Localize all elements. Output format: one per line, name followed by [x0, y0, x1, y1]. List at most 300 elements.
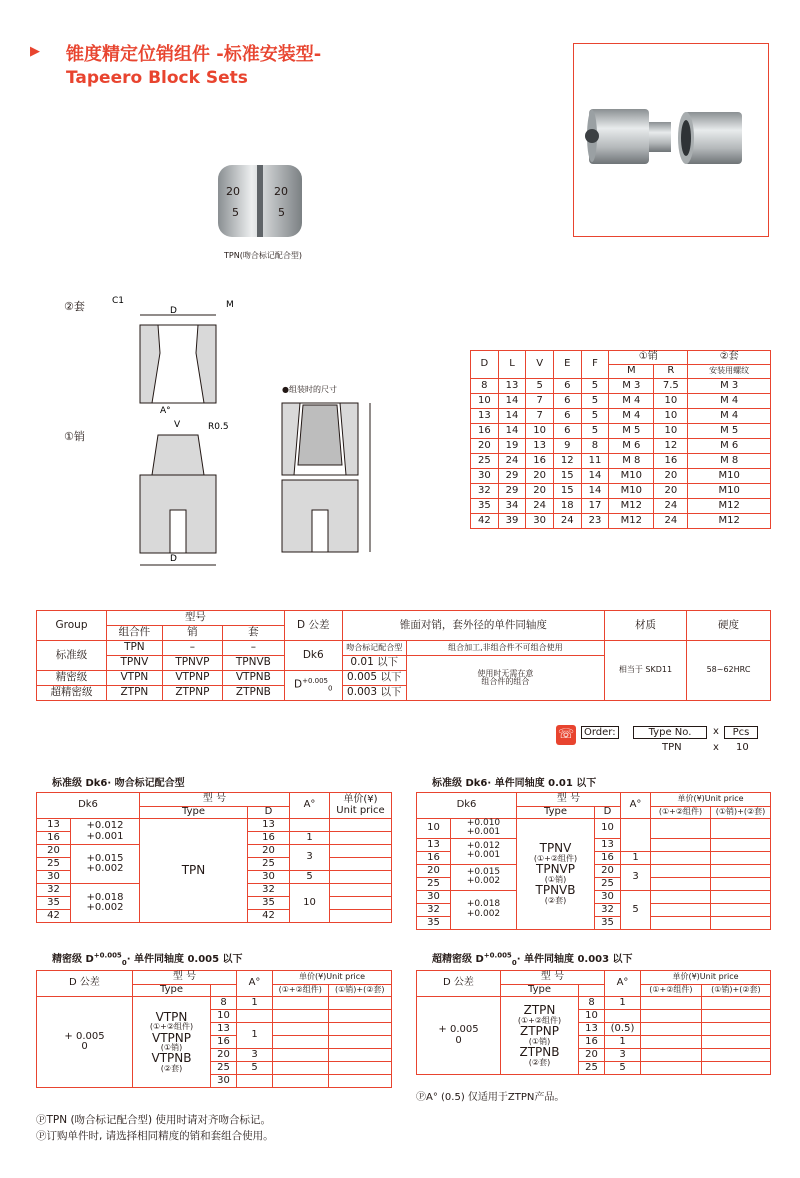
t4-d-cell: 10	[579, 1010, 605, 1023]
scale-label: 20	[274, 185, 288, 198]
t1-d2-cell: 16	[248, 832, 290, 845]
sleeve-cell: ZTPNB	[223, 686, 285, 701]
t1-tol-cell: +0.018 +0.002	[71, 884, 140, 923]
t2-d2-cell: 10	[595, 819, 621, 839]
dim-cell: M10	[688, 484, 771, 499]
t1-type-header: Type	[140, 807, 248, 819]
material-header: 材质	[605, 611, 687, 641]
t4-price2-cell	[701, 1023, 770, 1036]
model-header: 型号	[107, 611, 285, 626]
t3-a-cell: 1	[237, 997, 273, 1010]
dim-cell: 20	[526, 484, 554, 499]
dim-cell: 13	[498, 379, 526, 394]
t4-price1-cell	[641, 1023, 702, 1036]
order-type-no: Type No.	[633, 726, 707, 739]
dim-cell: 24	[654, 499, 688, 514]
t1-a-header: A°	[290, 793, 330, 819]
t4-price1-cell	[641, 1062, 702, 1075]
dim-row	[471, 454, 771, 469]
dim-cell: M10	[609, 469, 654, 484]
t1-table	[36, 792, 392, 923]
dim-cell: M12	[688, 514, 771, 529]
sleeve-cell: TPNVB	[223, 656, 285, 671]
c1b-cell: 组合加工,非组合件不可组合使用	[406, 641, 604, 656]
dim-sub: M	[609, 365, 654, 379]
dim-cell: 14	[581, 484, 609, 499]
t1-d2-cell: 25	[248, 858, 290, 871]
t2-d2-cell: 35	[595, 916, 621, 929]
dim-cell: 14	[498, 394, 526, 409]
dim-cell: 32	[471, 484, 499, 499]
t1-row	[37, 819, 392, 832]
t3-d-cell: 10	[211, 1010, 237, 1023]
t3-title: 精密级 $D^{+0.005}_0\cdot$ 单件同轴度 0.005 以下	[52, 951, 243, 967]
t4-model-header: 型 号	[501, 971, 605, 985]
order-x: x	[713, 726, 719, 737]
dim-cell: 35	[471, 499, 499, 514]
order-ex-type: TPN	[662, 742, 682, 753]
dim-row	[471, 394, 771, 409]
dim-cell: M12	[688, 499, 771, 514]
dim-cell: 9	[553, 439, 581, 454]
t3-tol-cell: + 0.005 0	[37, 997, 133, 1088]
dim-row	[471, 379, 771, 394]
t3-price1-cell	[273, 1049, 329, 1062]
t3-price2-cell	[328, 1062, 391, 1075]
dk6-cell: Dk6	[284, 641, 342, 671]
dim-cell: 10	[526, 424, 554, 439]
t2-p2-header: (①销)+(②套)	[711, 807, 771, 819]
t4-a-cell: (0.5)	[605, 1023, 641, 1036]
t2-price1-cell	[651, 903, 711, 916]
dim-cell: 7.5	[654, 379, 688, 394]
dim-row	[471, 514, 771, 529]
t1-d2-cell: 42	[248, 910, 290, 923]
dim-cell: 15	[553, 469, 581, 484]
t1-d-cell: 13	[37, 819, 71, 832]
dim-cell: 20	[471, 439, 499, 454]
dim-header: V	[526, 351, 554, 379]
dim-cell: M 4	[688, 409, 771, 424]
dim-cell: 29	[498, 484, 526, 499]
dim-cell: 16	[526, 454, 554, 469]
a-label: A°	[160, 406, 171, 416]
pin-label: ①销	[64, 430, 85, 443]
t3-a-cell	[237, 1075, 273, 1088]
dim-cell: 6	[553, 394, 581, 409]
t1-a-cell: 5	[290, 871, 330, 884]
dim-cell: 14	[498, 409, 526, 424]
v2-cell: 0.005 以下	[342, 671, 406, 686]
order-x2: x	[713, 742, 719, 753]
dim-cell: 23	[581, 514, 609, 529]
t2-d2-cell: 25	[595, 877, 621, 890]
t4-a-cell: 5	[605, 1062, 641, 1075]
r05-label: R0.5	[208, 422, 229, 432]
t1-type-cell: TPN	[140, 819, 248, 923]
t2-price2-cell	[711, 916, 771, 929]
pin-cell: ZTPNP	[162, 686, 222, 701]
t3-type-header: Type	[133, 985, 211, 997]
t4-price2-cell	[701, 1049, 770, 1062]
dim-cell: 5	[581, 424, 609, 439]
note-2: Ⓟ订购单件时, 请选择相同精度的销和套组合使用。	[36, 1130, 274, 1142]
t4-price2-cell	[701, 1036, 770, 1049]
t4-price2-cell	[701, 1010, 770, 1023]
dim-row	[471, 469, 771, 484]
dim-cell: 5	[581, 409, 609, 424]
t2-d-header: D	[595, 807, 621, 819]
group-cell: 精密级	[37, 671, 107, 686]
t3-price2-cell	[328, 1010, 391, 1023]
t3-price2-cell	[328, 1049, 391, 1062]
t3-d-header	[211, 985, 237, 997]
t4-d-cell: 16	[579, 1036, 605, 1049]
dim-cell: 12	[553, 454, 581, 469]
pin-cell: VTPNP	[162, 671, 222, 686]
t4-row	[417, 997, 771, 1010]
set-header: 组合件	[107, 626, 163, 641]
t3-price1-cell	[273, 1036, 329, 1049]
m-label: M	[226, 300, 234, 310]
t3-price2-cell	[328, 997, 391, 1010]
t2-dk6-header: Dk6	[417, 793, 517, 819]
t3-a-cell	[237, 1010, 273, 1023]
t3-price2-cell	[328, 1023, 391, 1036]
t2-price2-cell	[711, 851, 771, 864]
dim-cell: M10	[688, 469, 771, 484]
t3-type-cell: VTPN (①+②组件) VTPNP (①销) VTPNB (②套)	[133, 997, 211, 1088]
dim-cell: 5	[526, 379, 554, 394]
t2-tol-cell: +0.012 +0.001	[451, 838, 517, 864]
t2-d-cell: 35	[417, 916, 451, 929]
dt-label-2: D	[170, 554, 177, 564]
dim-header: D	[471, 351, 499, 379]
set-cell: TPN	[107, 641, 163, 656]
dim-cell: 16	[471, 424, 499, 439]
t1-price-cell	[330, 910, 392, 923]
t3-a-cell: 5	[237, 1062, 273, 1075]
t4-p2-header: (①销)+(②套)	[701, 985, 770, 997]
t3-price1-cell	[273, 1010, 329, 1023]
t4-price1-cell	[641, 997, 702, 1010]
set-cell: TPNV	[107, 656, 163, 671]
sleeve-label: ②套	[64, 300, 85, 313]
t3-price2-cell	[328, 1075, 391, 1088]
dim-cell: 24	[498, 454, 526, 469]
t4-price2-cell	[701, 1062, 770, 1075]
t1-price-cell	[330, 845, 392, 858]
t2-price2-cell	[711, 819, 771, 839]
t1-price-cell	[330, 858, 392, 871]
dim-row	[471, 439, 771, 454]
t3-d-cell: 30	[211, 1075, 237, 1088]
dim-header: ①销	[609, 351, 688, 365]
t3-d-cell: 16	[211, 1036, 237, 1049]
assembled-label: ●组装时的尺寸	[282, 385, 337, 394]
t4-price1-cell	[641, 1010, 702, 1023]
t1-d2-cell: 20	[248, 845, 290, 858]
t3-price1-cell	[273, 1023, 329, 1036]
t2-a-cell: 3	[621, 864, 651, 890]
dim-cell: 30	[471, 469, 499, 484]
t4-a-cell: 1	[605, 997, 641, 1010]
dim-sub: 安装用螺纹	[688, 365, 771, 379]
t3-a-header: A°	[237, 971, 273, 997]
dim-row	[471, 424, 771, 439]
t1-price-cell	[330, 819, 392, 832]
t1-tol-cell: +0.012 +0.001	[71, 819, 140, 845]
dim-sub: R	[654, 365, 688, 379]
dim-cell: M 4	[688, 394, 771, 409]
t3-d-cell: 8	[211, 997, 237, 1010]
t3-model-header: 型 号	[133, 971, 237, 985]
t2-price1-cell	[651, 916, 711, 929]
t2-price1-cell	[651, 838, 711, 851]
t1-d2-cell: 30	[248, 871, 290, 884]
coax-header: 锥面对销，套外径的单件同轴度	[342, 611, 604, 641]
t1-d-cell: 30	[37, 871, 71, 884]
dim-cell: 25	[471, 454, 499, 469]
t2-p1-header: (①+②组件)	[651, 807, 711, 819]
dim-cell: M10	[609, 484, 654, 499]
dim-row	[471, 484, 771, 499]
t2-d-cell: 20	[417, 864, 451, 877]
t1-a-cell: 3	[290, 845, 330, 871]
t1-price-cell	[330, 884, 392, 897]
t1-d2-cell: 32	[248, 884, 290, 897]
pin-cell: TPNVP	[162, 656, 222, 671]
dim-cell: M 4	[609, 394, 654, 409]
t2-tol-cell: +0.010 +0.001	[451, 819, 517, 839]
dim-cell: 18	[553, 499, 581, 514]
dim-cell: 16	[654, 454, 688, 469]
dim-cell: 20	[526, 469, 554, 484]
t4-tol-cell: + 0.005 0	[417, 997, 501, 1075]
t3-d-cell: 13	[211, 1023, 237, 1036]
t2-price2-cell	[711, 903, 771, 916]
dim-cell: 24	[526, 499, 554, 514]
t4-d-cell: 8	[579, 997, 605, 1010]
t2-d-cell: 25	[417, 877, 451, 890]
t1-a-cell	[290, 819, 330, 832]
t4-a-cell: 3	[605, 1049, 641, 1062]
dim-cell: M12	[609, 499, 654, 514]
dplus-cell: $D^{+0.005}_0$	[284, 671, 342, 701]
t1-d-cell: 16	[37, 832, 71, 845]
v3-cell: 0.003 以下	[342, 686, 406, 701]
t2-d2-cell: 20	[595, 864, 621, 877]
t2-d-cell: 10	[417, 819, 451, 839]
t3-price1-cell	[273, 997, 329, 1010]
dim-cell: 20	[654, 469, 688, 484]
pin-header: 销	[162, 626, 222, 641]
dim-cell: 15	[553, 484, 581, 499]
t1-tol-cell: +0.015 +0.002	[71, 845, 140, 884]
c1-cell: 吻合标记配合型	[342, 641, 406, 656]
t4-note: ⓅA° (0.5) 仅适用于ZTPN产品。	[416, 1092, 565, 1103]
dim-header: ②套	[688, 351, 771, 365]
dim-cell: 20	[654, 484, 688, 499]
t4-title: 超精密级 $D^{+0.005}_0\cdot$ 单件同轴度 0.003 以下	[432, 951, 633, 967]
t1-a-cell: 1	[290, 832, 330, 845]
t1-title: 标准级 Dk6· 吻合标记配合型	[52, 778, 185, 789]
order-ex-pcs: 10	[736, 742, 749, 753]
photo-caption: TPN(吻合标记配合型)	[224, 251, 302, 260]
dim-cell: 5	[581, 394, 609, 409]
t4-d-header	[579, 985, 605, 997]
product-photo	[573, 43, 769, 237]
t3-price1-cell	[273, 1075, 329, 1088]
dim-cell: M 6	[609, 439, 654, 454]
t2-a-cell: 5	[621, 890, 651, 929]
t1-price-header: 单价(¥) Unit price	[330, 793, 392, 819]
dim-cell: 42	[471, 514, 499, 529]
c1-label: C1	[112, 296, 125, 306]
t3-row	[37, 997, 392, 1010]
set-cell: ZTPN	[107, 686, 163, 701]
t4-a-cell: 1	[605, 1036, 641, 1049]
t2-d2-cell: 32	[595, 903, 621, 916]
t2-price1-cell	[651, 890, 711, 903]
sleeve-header: 套	[223, 626, 285, 641]
t4-type-cell: ZTPN (①+②组件) ZTPNP (①销) ZTPNB (②套)	[501, 997, 579, 1075]
t1-d-cell: 42	[37, 910, 71, 923]
t2-tol-cell: +0.018 +0.002	[451, 890, 517, 929]
t2-d-cell: 30	[417, 890, 451, 903]
t2-row	[417, 819, 771, 839]
dt-label: D	[170, 306, 177, 316]
dim-cell: M 4	[609, 409, 654, 424]
dim-cell: M 3	[609, 379, 654, 394]
t1-price-cell	[330, 871, 392, 884]
dim-cell: 14	[498, 424, 526, 439]
t3-price2-cell	[328, 1036, 391, 1049]
t4-d-cell: 25	[579, 1062, 605, 1075]
dim-cell: 24	[654, 514, 688, 529]
t4-price2-cell	[701, 997, 770, 1010]
t3-dtol-header: D 公差	[37, 971, 133, 997]
v1-cell: 0.01 以下	[342, 656, 406, 671]
t1-price-cell	[330, 897, 392, 910]
dim-cell: 29	[498, 469, 526, 484]
dim-cell: 30	[526, 514, 554, 529]
t2-price1-cell	[651, 819, 711, 839]
t1-d-cell: 32	[37, 884, 71, 897]
t4-table	[416, 970, 771, 1075]
dim-cell: 34	[498, 499, 526, 514]
t2-price2-cell	[711, 838, 771, 851]
t3-p2-header: (①销)+(②套)	[328, 985, 391, 997]
dim-cell: 19	[498, 439, 526, 454]
order-pcs: Pcs	[724, 726, 758, 739]
group-cell: 标准级	[37, 641, 107, 671]
dim-cell: 10	[654, 394, 688, 409]
dim-cell: 8	[471, 379, 499, 394]
dim-cell: 7	[526, 394, 554, 409]
dim-header: L	[498, 351, 526, 379]
t3-a-cell: 1	[237, 1023, 273, 1049]
t1-dk6-header: Dk6	[37, 793, 140, 819]
dim-cell: 10	[654, 409, 688, 424]
t3-p1-header: (①+②组件)	[273, 985, 329, 997]
t2-a-cell	[621, 819, 651, 852]
t4-dtol-header: D 公差	[417, 971, 501, 997]
tech-drawing	[100, 295, 380, 585]
dim-header: F	[581, 351, 609, 379]
dim-cell: 7	[526, 409, 554, 424]
mat-cell: 相当于 SKD11	[605, 641, 687, 701]
page-title-cn: 锥度精定位销组件 -标准安装型-	[66, 44, 322, 65]
t1-d-cell: 25	[37, 858, 71, 871]
t2-type-header: Type	[517, 807, 595, 819]
v-label: V	[174, 420, 181, 430]
dim-cell: M 5	[609, 424, 654, 439]
group-cell: 超精密级	[37, 686, 107, 701]
group-table	[36, 610, 771, 701]
t2-d2-cell: 13	[595, 838, 621, 851]
t2-d2-cell: 16	[595, 851, 621, 864]
t3-a-cell: 3	[237, 1049, 273, 1062]
t2-a-cell: 1	[621, 851, 651, 864]
t2-table	[416, 792, 771, 930]
note-cell: 使用时无需在意 组合件的组合	[406, 656, 604, 701]
product-photo-image	[574, 44, 768, 236]
dim-cell: 10	[471, 394, 499, 409]
dim-cell: 13	[471, 409, 499, 424]
t2-a-header: A°	[621, 793, 651, 819]
t4-price-header: 单价(¥)Unit price	[641, 971, 771, 985]
page-title-en: Tapeero Block Sets	[66, 68, 248, 88]
t1-price-cell	[330, 832, 392, 845]
dtol-header: D 公差	[284, 611, 342, 641]
t1-d-cell: 20	[37, 845, 71, 858]
t4-d-cell: 20	[579, 1049, 605, 1062]
t2-title: 标准级 Dk6· 单件同轴度 0.01 以下	[432, 778, 597, 789]
dim-cell: 39	[498, 514, 526, 529]
title-arrow-icon: ▶	[30, 44, 40, 59]
dim-cell: M12	[609, 514, 654, 529]
pin-cell: –	[162, 641, 222, 656]
set-cell: VTPN	[107, 671, 163, 686]
t4-type-header: Type	[501, 985, 579, 997]
order-icon: ☏	[556, 725, 576, 745]
dim-cell: M 8	[609, 454, 654, 469]
t1-d-header: D	[248, 807, 290, 819]
dim-row	[471, 499, 771, 514]
t1-a-cell: 10	[290, 884, 330, 923]
scale-label: 20	[226, 185, 240, 198]
t2-price1-cell	[651, 864, 711, 877]
t4-a-cell	[605, 1010, 641, 1023]
t2-price-header: 单价(¥)Unit price	[651, 793, 771, 807]
dim-cell: 17	[581, 499, 609, 514]
scale-label: 5	[278, 206, 285, 219]
dim-cell: M 5	[688, 424, 771, 439]
dim-cell: 11	[581, 454, 609, 469]
t3-d-cell: 20	[211, 1049, 237, 1062]
dim-cell: 14	[581, 469, 609, 484]
t2-tol-cell: +0.015 +0.002	[451, 864, 517, 890]
t4-p1-header: (①+②组件)	[641, 985, 702, 997]
t2-price2-cell	[711, 890, 771, 903]
t3-d-cell: 25	[211, 1062, 237, 1075]
t2-d-cell: 13	[417, 838, 451, 851]
t1-d-cell: 35	[37, 897, 71, 910]
t3-price1-cell	[273, 1062, 329, 1075]
t2-d2-cell: 30	[595, 890, 621, 903]
t2-d-cell: 32	[417, 903, 451, 916]
